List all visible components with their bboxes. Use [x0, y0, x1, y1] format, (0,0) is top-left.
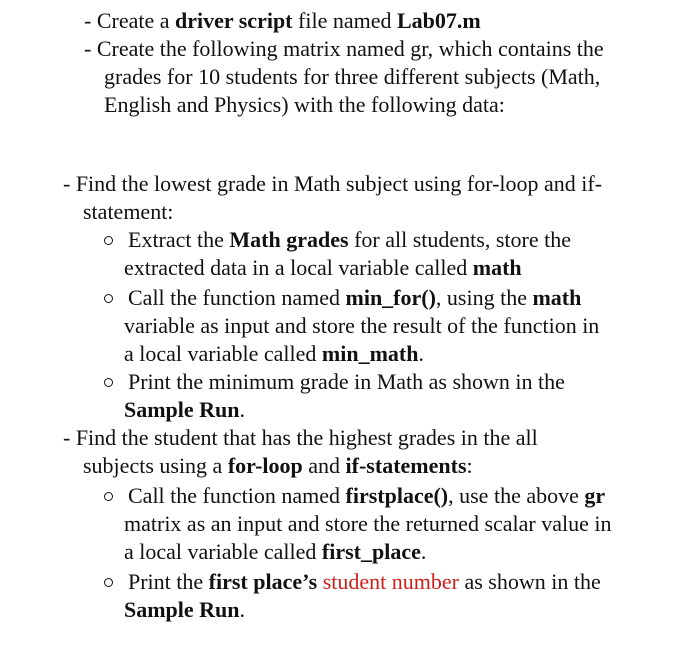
bold-text: gr [584, 483, 606, 508]
subtask-extract-math-cont [124, 254, 522, 282]
bold-text: for-loop [227, 453, 303, 478]
text: - Create a [84, 8, 175, 33]
text: a local variable called [124, 539, 322, 564]
instruction-create-matrix: - Create the following matrix named gr, which contains the [84, 36, 604, 61]
instruction-create-driver-script [84, 7, 481, 35]
subtask-print-first-place-cont [124, 596, 245, 624]
subtask-call-min-for [128, 284, 581, 312]
bold-text: Sample Run [124, 597, 240, 622]
subtask-call-firstplace-cont: matrix as an input and store the returned scalar value in [124, 511, 612, 536]
task-find-lowest-grade: - Find the lowest grade in Math subject using for-loop and if- [63, 171, 603, 196]
bold-text: first place’s [208, 569, 318, 594]
bold-text: Math grades [229, 227, 349, 252]
text: . [420, 539, 427, 564]
bold-text: min_for() [345, 285, 436, 310]
bold-text: firstplace() [345, 483, 449, 508]
subtask-print-minimum: Print the minimum grade in Math as shown in the [128, 369, 565, 394]
circle-bullet-icon [104, 378, 113, 387]
bold-text: math [472, 255, 522, 280]
text: as shown in the [458, 569, 601, 594]
subtask-call-firstplace-cont [124, 538, 426, 566]
bold-text: driver script [175, 8, 293, 33]
text: a local variable called [124, 341, 322, 366]
bold-text: math [532, 285, 582, 310]
bold-filename: Lab07.m [396, 8, 481, 33]
text: , using the [435, 285, 533, 310]
circle-bullet-icon [104, 236, 113, 245]
bold-text: min_math [321, 341, 419, 366]
bold-text: if-statements [345, 453, 467, 478]
bold-text: first_place [321, 539, 421, 564]
text: file named [292, 8, 397, 33]
text: , use the above [448, 483, 585, 508]
circle-bullet-icon [104, 492, 113, 501]
subtask-call-min-for-cont: variable as input and store the result of the function in [124, 313, 600, 338]
subtask-print-first-place [128, 568, 601, 596]
text: . [418, 341, 424, 366]
text: Print the [128, 569, 209, 594]
task-find-lowest-grade-cont: statement: [83, 199, 174, 224]
task-find-highest-student: - Find the student that has the highest grades in the all [63, 425, 538, 450]
text: . [239, 597, 246, 622]
text: for all students, store the [348, 227, 571, 252]
highlighted-text: student number [317, 569, 459, 594]
subtask-extract-math [128, 226, 571, 254]
subtask-call-min-for-cont [124, 340, 424, 368]
subtask-call-firstplace [128, 482, 605, 510]
text: and [302, 453, 346, 478]
text: Call the function named [128, 483, 346, 508]
text: Extract the [128, 227, 230, 252]
text: . [239, 397, 246, 422]
text: extracted data in a local variable called [124, 255, 473, 280]
text: subjects using a [83, 453, 228, 478]
task-find-highest-student-cont [83, 452, 473, 480]
subtask-print-minimum-cont [124, 396, 245, 424]
bold-text: Sample Run [124, 397, 240, 422]
circle-bullet-icon [104, 578, 113, 587]
text: Call the function named [128, 285, 346, 310]
text: : [466, 453, 473, 478]
circle-bullet-icon [104, 294, 113, 303]
instruction-create-matrix-cont: English and Physics) with the following data: [104, 92, 505, 117]
instruction-create-matrix-cont: grades for 10 students for three different subjects (Math, [104, 64, 601, 89]
